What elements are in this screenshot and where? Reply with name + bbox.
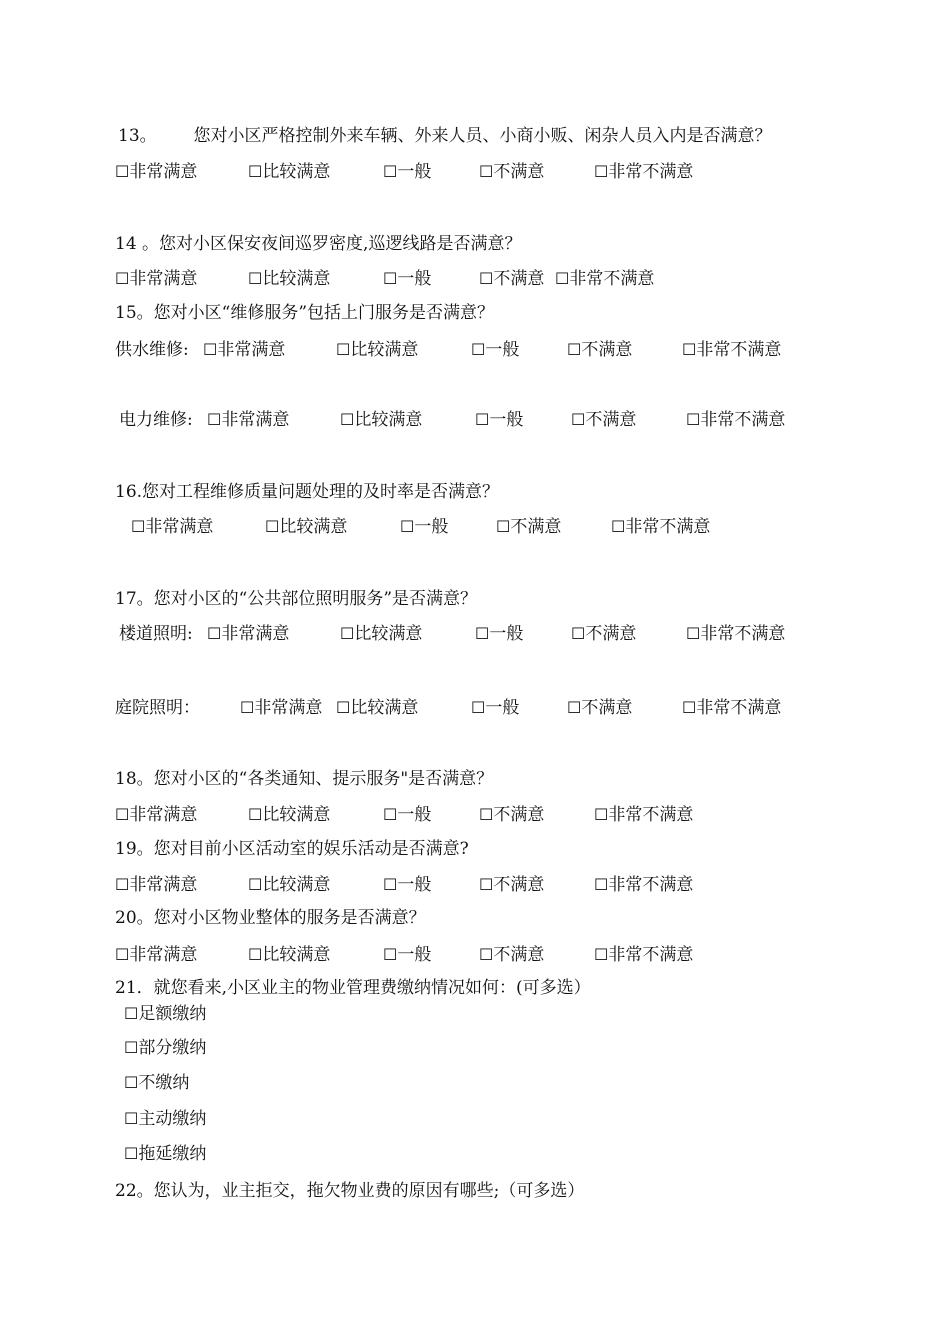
checkbox-icon[interactable]: ☐ <box>124 1073 139 1092</box>
checkbox-icon[interactable]: ☐ <box>479 805 494 824</box>
q17-row-2-option-4[interactable]: ☐不满意 <box>567 698 633 718</box>
question-13-text: 您对小区严格控制外来车辆、外来人员、小商小贩、闲杂人员入内是否满意？ <box>193 126 772 146</box>
checkbox-icon[interactable]: ☐ <box>124 1038 139 1057</box>
checkbox-icon[interactable]: ☐ <box>682 698 697 717</box>
q13-option-4[interactable]: ☐不满意 <box>479 162 545 182</box>
checkbox-icon[interactable]: ☐ <box>124 1144 139 1163</box>
question-15: 15。您对小区“维修服务”包括上门服务是否满意？ <box>115 303 495 323</box>
question-13 <box>118 125 771 147</box>
q18-option-2[interactable]: ☐比较满意 <box>248 805 331 825</box>
checkbox-icon[interactable]: ☐ <box>479 269 494 288</box>
checkbox-icon[interactable]: ☐ <box>479 875 494 894</box>
checkbox-icon[interactable]: ☐ <box>479 945 494 964</box>
checkbox-icon[interactable]: ☐ <box>248 269 263 288</box>
checkbox-icon[interactable]: ☐ <box>682 340 697 359</box>
q19-option-2[interactable]: ☐比较满意 <box>248 875 331 895</box>
checkbox-icon[interactable]: ☐ <box>248 805 263 824</box>
q15-row-1-option-5[interactable]: ☐非常不满意 <box>682 340 782 360</box>
question-20: 20。您对小区物业整体的服务是否满意？ <box>115 908 426 928</box>
checkbox-icon[interactable]: ☐ <box>203 340 218 359</box>
checkbox-icon[interactable]: ☐ <box>475 624 490 643</box>
q17-row-2-option-2[interactable]: ☐比较满意 <box>336 698 419 718</box>
checkbox-icon[interactable]: ☐ <box>571 410 586 429</box>
checkbox-icon[interactable]: ☐ <box>240 698 255 717</box>
checkbox-icon[interactable]: ☐ <box>248 875 263 894</box>
checkbox-icon[interactable]: ☐ <box>124 1109 139 1128</box>
q16-option-4[interactable]: ☐不满意 <box>496 517 562 537</box>
question-17: 17。您对小区的“公共部位照明服务”是否满意？ <box>115 589 478 609</box>
checkbox-icon[interactable]: ☐ <box>555 269 570 288</box>
question-14: 14 。您对小区保安夜间巡罗密度,巡逻线路是否满意？ <box>115 234 522 254</box>
checkbox-icon[interactable]: ☐ <box>475 410 490 429</box>
q13-option-2[interactable]: ☐比较满意 <box>248 162 331 182</box>
q15-row-1-option-2[interactable]: ☐比较满意 <box>336 340 419 360</box>
q16-option-1[interactable]: ☐非常满意 <box>131 517 214 537</box>
checkbox-icon[interactable]: ☐ <box>115 805 130 824</box>
checkbox-icon[interactable]: ☐ <box>611 517 626 536</box>
checkbox-icon[interactable]: ☐ <box>336 340 351 359</box>
checkbox-icon[interactable]: ☐ <box>383 945 398 964</box>
q15-row-2-option-1[interactable]: ☐非常满意 <box>207 410 290 430</box>
checkbox-icon[interactable]: ☐ <box>479 162 494 181</box>
q17-row-1-option-1[interactable]: ☐非常满意 <box>207 624 290 644</box>
q18-option-3[interactable]: ☐一般 <box>383 805 432 825</box>
checkbox-icon[interactable]: ☐ <box>383 875 398 894</box>
checkbox-icon[interactable]: ☐ <box>686 624 701 643</box>
q17-row-1-option-5[interactable]: ☐非常不满意 <box>686 624 786 644</box>
q15-row-2-option-4[interactable]: ☐不满意 <box>571 410 637 430</box>
q14-option-4[interactable]: ☐不满意 <box>479 269 545 289</box>
q20-option-3[interactable]: ☐一般 <box>383 945 432 965</box>
q17-row-2-option-1[interactable]: ☐非常满意 <box>240 698 323 718</box>
checkbox-icon[interactable]: ☐ <box>131 517 146 536</box>
q19-option-5[interactable]: ☐非常不满意 <box>594 875 694 895</box>
checkbox-icon[interactable]: ☐ <box>594 875 609 894</box>
q20-option-5[interactable]: ☐非常不满意 <box>594 945 694 965</box>
q17-row-1-option-2[interactable]: ☐比较满意 <box>340 624 423 644</box>
q21-option-1[interactable]: ☐足额缴纳 <box>124 1004 207 1024</box>
q18-option-4[interactable]: ☐不满意 <box>479 805 545 825</box>
q19-option-4[interactable]: ☐不满意 <box>479 875 545 895</box>
checkbox-icon[interactable]: ☐ <box>340 624 355 643</box>
q13-option-5[interactable]: ☐非常不满意 <box>594 162 694 182</box>
q16-option-5[interactable]: ☐非常不满意 <box>611 517 711 537</box>
q16-option-3[interactable]: ☐一般 <box>400 517 449 537</box>
q15-row-1-option-1[interactable]: ☐非常满意 <box>203 340 286 360</box>
checkbox-icon[interactable]: ☐ <box>340 410 355 429</box>
checkbox-icon[interactable]: ☐ <box>594 945 609 964</box>
checkbox-icon[interactable]: ☐ <box>400 517 415 536</box>
checkbox-icon[interactable]: ☐ <box>265 517 280 536</box>
checkbox-icon[interactable]: ☐ <box>207 410 222 429</box>
checkbox-icon[interactable]: ☐ <box>248 945 263 964</box>
checkbox-icon[interactable]: ☐ <box>115 162 130 181</box>
checkbox-icon[interactable]: ☐ <box>567 340 582 359</box>
q15-row-1-option-4[interactable]: ☐不满意 <box>567 340 633 360</box>
q15-row-2-option-2[interactable]: ☐比较满意 <box>340 410 423 430</box>
checkbox-icon[interactable]: ☐ <box>207 624 222 643</box>
q14-option-2[interactable]: ☐比较满意 <box>248 269 331 289</box>
q20-option-2[interactable]: ☐比较满意 <box>248 945 331 965</box>
q21-option-3[interactable]: ☐不缴纳 <box>124 1073 190 1093</box>
checkbox-icon[interactable]: ☐ <box>471 698 486 717</box>
checkbox-icon[interactable]: ☐ <box>115 945 130 964</box>
q17-row-2-option-5[interactable]: ☐非常不满意 <box>682 698 782 718</box>
checkbox-icon[interactable]: ☐ <box>115 875 130 894</box>
q17-row-1-label: 楼道照明: <box>119 624 193 644</box>
checkbox-icon[interactable]: ☐ <box>496 517 511 536</box>
checkbox-icon[interactable]: ☐ <box>471 340 486 359</box>
q17-row-1-option-3[interactable]: ☐一般 <box>475 624 524 644</box>
checkbox-icon[interactable]: ☐ <box>336 698 351 717</box>
q18-option-5[interactable]: ☐非常不满意 <box>594 805 694 825</box>
question-13-number: 13。 <box>118 126 157 146</box>
q19-option-3[interactable]: ☐一般 <box>383 875 432 895</box>
question-19: 19。您对目前小区活动室的娱乐活动是否满意? <box>115 839 469 859</box>
checkbox-icon[interactable]: ☐ <box>248 162 263 181</box>
q15-row-2-option-3[interactable]: ☐一般 <box>475 410 524 430</box>
q20-option-1[interactable]: ☐非常满意 <box>115 945 198 965</box>
q17-row-2-option-3[interactable]: ☐一般 <box>471 698 520 718</box>
checkbox-icon[interactable]: ☐ <box>571 624 586 643</box>
checkbox-icon[interactable]: ☐ <box>567 698 582 717</box>
q15-row-1-label: 供水维修: <box>115 340 189 360</box>
q13-option-3[interactable]: ☐一般 <box>383 162 432 182</box>
checkbox-icon[interactable]: ☐ <box>383 805 398 824</box>
q21-option-5[interactable]: ☐拖延缴纳 <box>124 1144 207 1164</box>
q17-row-2-label: 庭院照明： <box>115 698 200 718</box>
q21-option-4[interactable]: ☐主动缴纳 <box>124 1109 207 1129</box>
q14-option-1[interactable]: ☐非常满意 <box>115 269 198 289</box>
q14-option-5[interactable]: ☐非常不满意 <box>555 269 655 289</box>
question-18: 18。您对小区的“各类通知、提示服务"是否满意？ <box>115 769 494 789</box>
q16-option-2[interactable]: ☐比较满意 <box>265 517 348 537</box>
question-16: 16.您对工程维修质量问题处理的及时率是否满意？ <box>115 482 500 502</box>
checkbox-icon[interactable]: ☐ <box>686 410 701 429</box>
checkbox-icon[interactable]: ☐ <box>383 162 398 181</box>
checkbox-icon[interactable]: ☐ <box>594 162 609 181</box>
q21-option-2[interactable]: ☐部分缴纳 <box>124 1038 207 1058</box>
q15-row-1-option-3[interactable]: ☐一般 <box>471 340 520 360</box>
question-21: 21．就您看来,小区业主的物业管理费缴纳情况如何：(可多选） <box>115 978 591 998</box>
checkbox-icon[interactable]: ☐ <box>383 269 398 288</box>
q18-option-1[interactable]: ☐非常满意 <box>115 805 198 825</box>
q19-option-1[interactable]: ☐非常满意 <box>115 875 198 895</box>
q15-row-2-option-5[interactable]: ☐非常不满意 <box>686 410 786 430</box>
q14-option-3[interactable]: ☐一般 <box>383 269 432 289</box>
checkbox-icon[interactable]: ☐ <box>594 805 609 824</box>
q17-row-1-option-4[interactable]: ☐不满意 <box>571 624 637 644</box>
checkbox-icon[interactable]: ☐ <box>115 269 130 288</box>
q20-option-4[interactable]: ☐不满意 <box>479 945 545 965</box>
q15-row-2-label: 电力维修: <box>119 410 193 430</box>
q13-option-1[interactable]: ☐非常满意 <box>115 162 198 182</box>
question-22: 22。您认为，业主拒交，拖欠物业费的原因有哪些;（可多选） <box>115 1181 585 1201</box>
checkbox-icon[interactable]: ☐ <box>124 1004 139 1023</box>
